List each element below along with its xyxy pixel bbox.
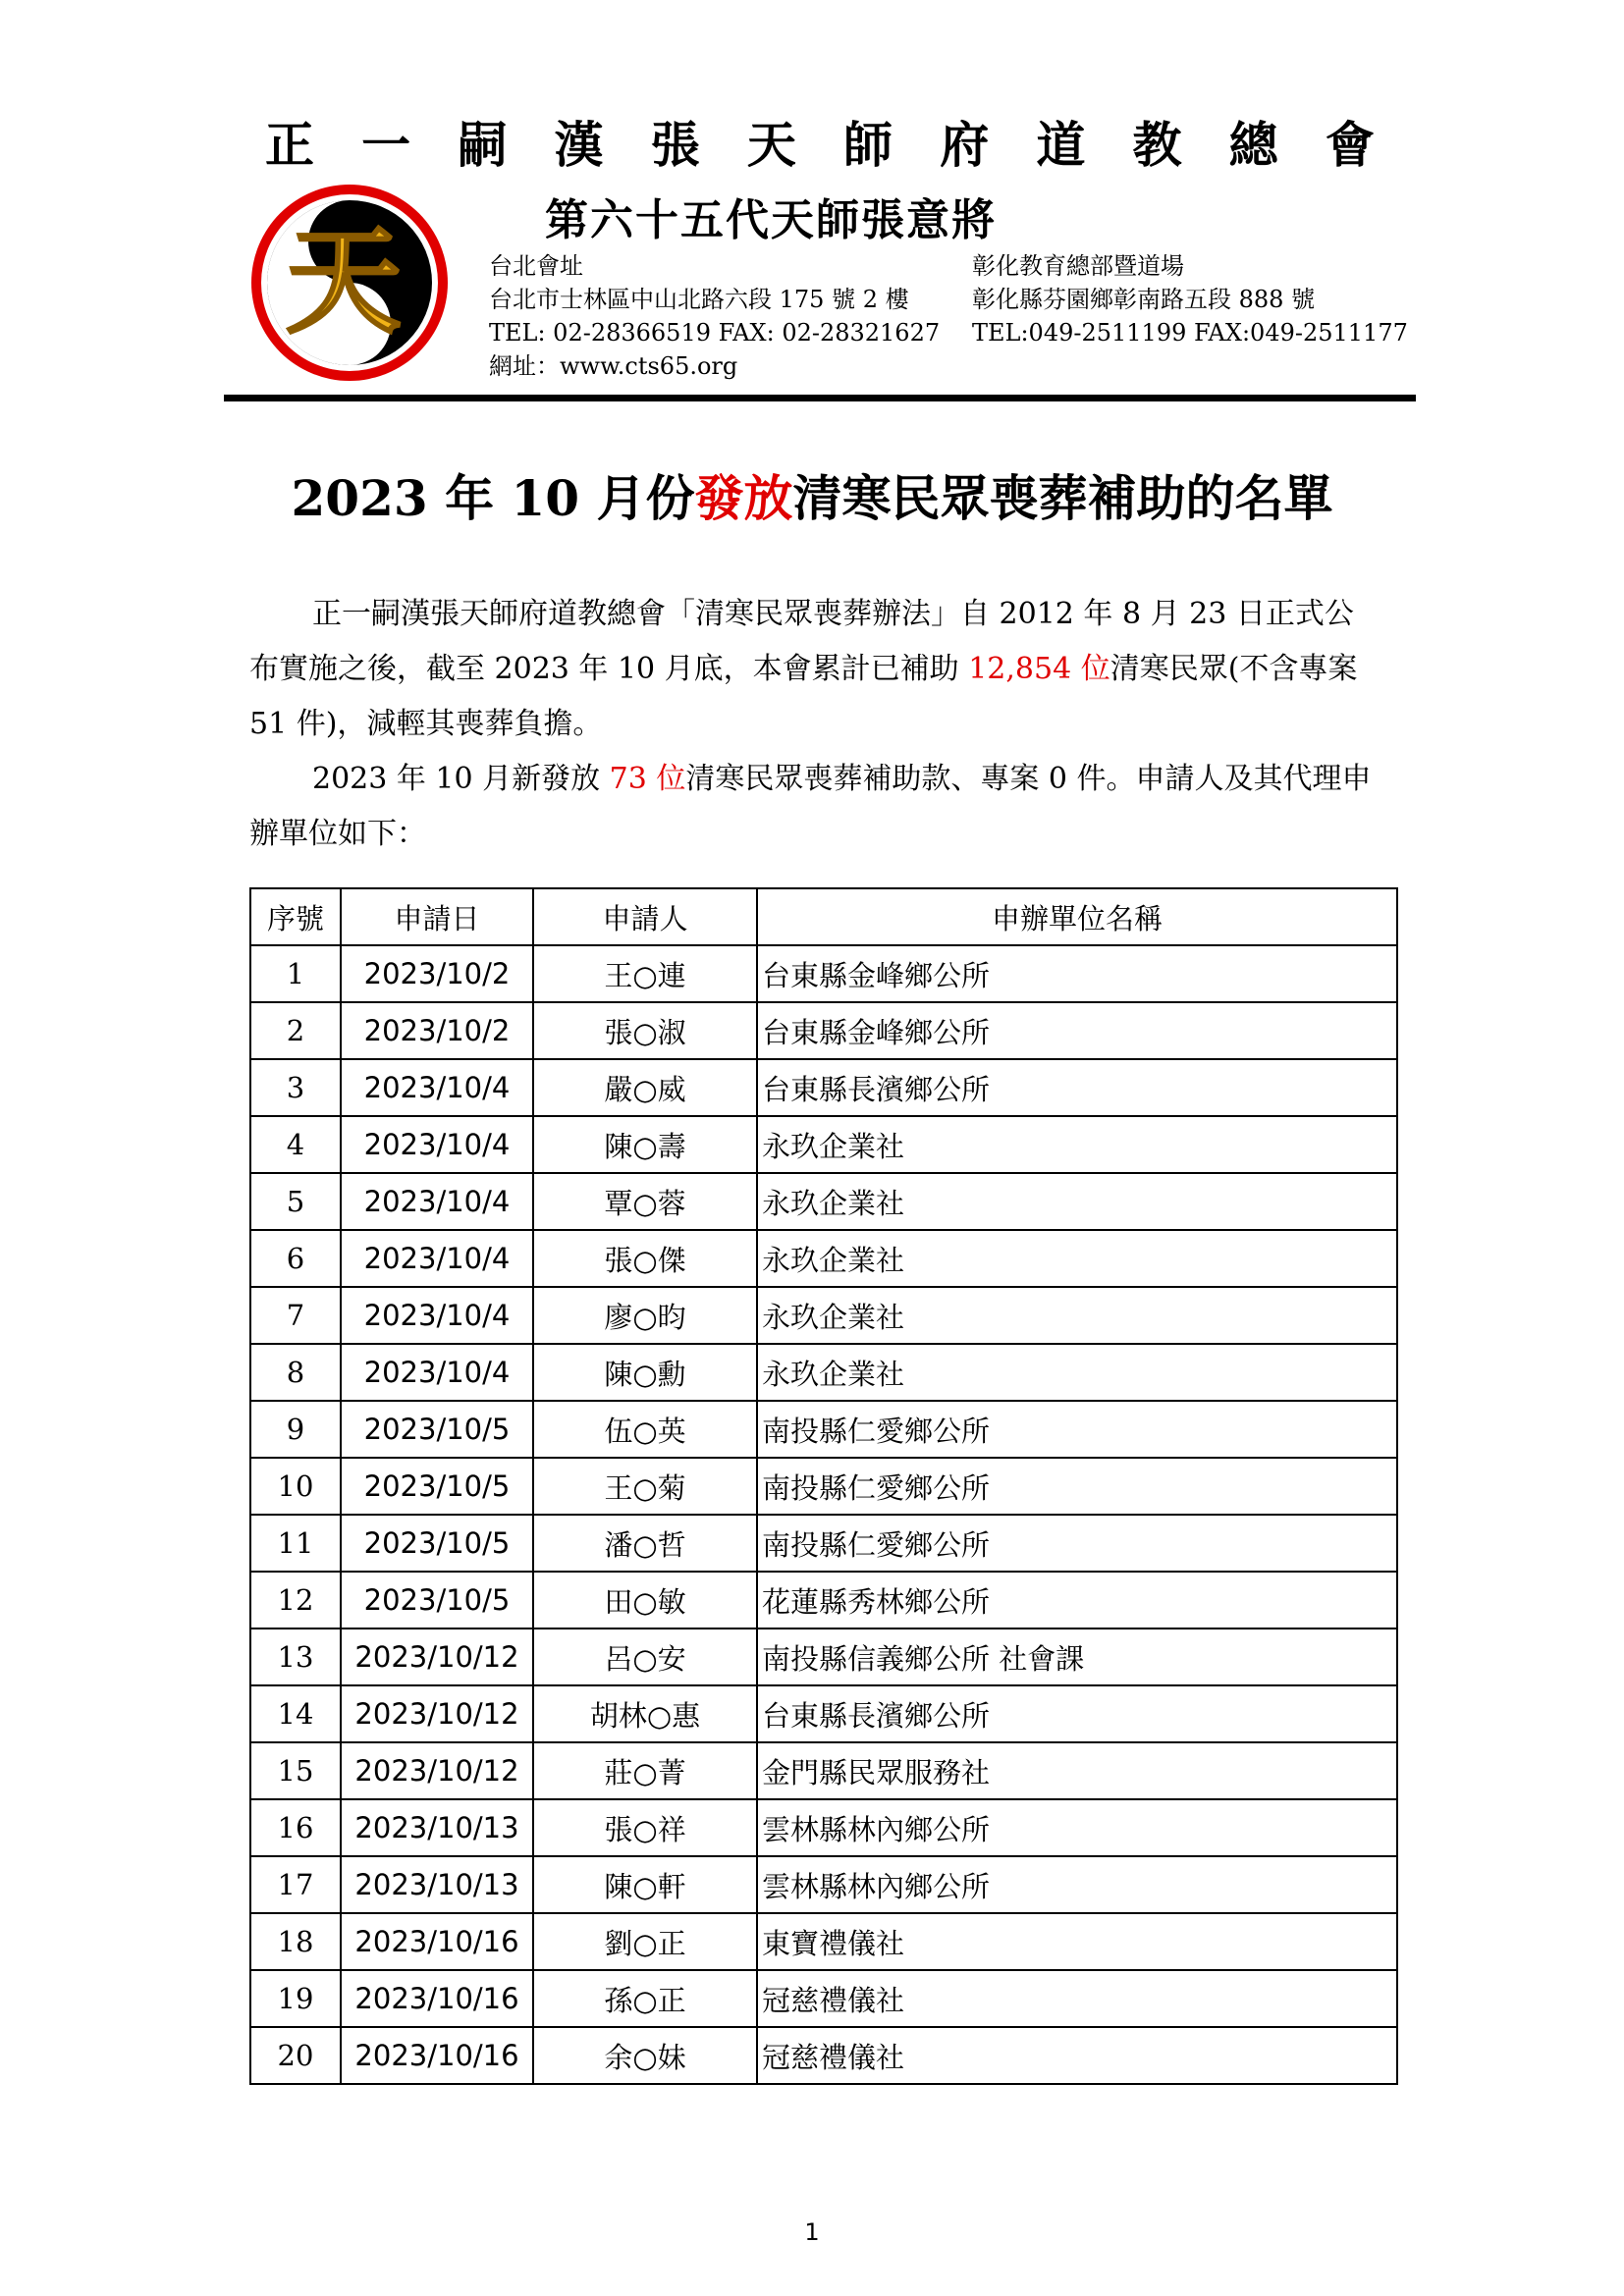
org-char: 張 (650, 116, 700, 174)
date-cell: 2023/10/13 (341, 1799, 533, 1856)
table-row (250, 1913, 1397, 1970)
taipei-phone-fax: TEL: 02-28366519 FAX: 02-28321627 (489, 319, 941, 347)
serial-cell: 16 (250, 1799, 341, 1856)
unit-cell: 冠慈禮儀社 (757, 2027, 1397, 2084)
table-row (250, 1742, 1397, 1799)
table-row (250, 1572, 1397, 1629)
website: 網址：www.cts65.org (489, 352, 738, 380)
serial-cell: 17 (250, 1856, 341, 1913)
serial-cell: 1 (250, 945, 341, 1002)
table-row (250, 1002, 1397, 1059)
subsidy-table (249, 887, 1398, 2085)
unit-cell: 金門縣民眾服務社 (757, 1742, 1397, 1799)
table-row (250, 1970, 1397, 2027)
unit-cell: 台東縣金峰鄉公所 (757, 945, 1397, 1002)
organization-name (265, 106, 1375, 177)
date-cell: 2023/10/16 (341, 1970, 533, 2027)
org-char: 漢 (554, 116, 604, 174)
unit-cell: 南投縣信義鄉公所 社會課 (757, 1629, 1397, 1685)
serial-cell: 15 (250, 1742, 341, 1799)
title-suffix: 清寒民眾喪葬補助的名單 (792, 469, 1333, 527)
date-cell: 2023/10/2 (341, 1002, 533, 1059)
intro-paragraph (249, 587, 1379, 752)
serial-cell: 13 (250, 1629, 341, 1685)
applicant-cell: 伍○英 (533, 1401, 757, 1458)
date-cell: 2023/10/4 (341, 1344, 533, 1401)
serial-cell: 20 (250, 2027, 341, 2084)
serial-cell: 4 (250, 1116, 341, 1173)
intro-text-end: 清寒民眾(不含專案 51 件)，減輕其喪葬負擔。 (249, 652, 1358, 741)
date-cell: 2023/10/12 (341, 1742, 533, 1799)
serial-cell: 6 (250, 1230, 341, 1287)
monthly-count: 73 位 (609, 762, 686, 796)
serial-cell: 12 (250, 1572, 341, 1629)
monthly-paragraph (249, 752, 1379, 862)
unit-cell: 永玖企業社 (757, 1230, 1397, 1287)
serial-cell: 7 (250, 1287, 341, 1344)
taipei-address-block (489, 249, 940, 383)
applicant-cell: 田○敏 (533, 1572, 757, 1629)
org-char: 教 (1132, 116, 1182, 174)
org-char: 一 (361, 116, 411, 174)
taipei-address: 台北市士林區中山北路六段 175 號 2 樓 (489, 286, 909, 313)
date-cell: 2023/10/12 (341, 1685, 533, 1742)
unit-cell: 雲林縣林內鄉公所 (757, 1856, 1397, 1913)
applicant-cell: 張○祥 (533, 1799, 757, 1856)
changhua-address-block (972, 249, 1408, 349)
serial-cell: 10 (250, 1458, 341, 1515)
applicant-cell: 孫○正 (533, 1970, 757, 2027)
org-char: 天 (746, 116, 796, 174)
unit-cell: 永玖企業社 (757, 1173, 1397, 1230)
unit-cell: 永玖企業社 (757, 1116, 1397, 1173)
unit-cell: 台東縣長濱鄉公所 (757, 1059, 1397, 1116)
unit-cell: 冠慈禮儀社 (757, 1970, 1397, 2027)
date-cell: 2023/10/4 (341, 1116, 533, 1173)
unit-cell: 台東縣金峰鄉公所 (757, 1002, 1397, 1059)
serial-cell: 19 (250, 1970, 341, 2027)
date-cell: 2023/10/5 (341, 1401, 533, 1458)
serial-cell: 3 (250, 1059, 341, 1116)
table-row (250, 1230, 1397, 1287)
date-cell: 2023/10/5 (341, 1572, 533, 1629)
unit-cell: 南投縣仁愛鄉公所 (757, 1515, 1397, 1572)
table-row (250, 1799, 1397, 1856)
applicant-cell: 廖○昀 (533, 1287, 757, 1344)
table-row (250, 1629, 1397, 1685)
document-title (0, 459, 1624, 530)
table-row (250, 945, 1397, 1002)
intro-text: 正一嗣漢張天師府道教總會「清寒民眾喪葬辦法」自 2012 年 8 月 23 日正式公布實施之後，截至 2023 年 10 月底，本會累計已補助 (249, 597, 1354, 686)
applicant-cell: 陳○壽 (533, 1116, 757, 1173)
celestial-master-title: 第六十五代天師張意將 (545, 195, 997, 245)
header-date: 申請日 (341, 888, 533, 945)
header-divider (224, 395, 1416, 401)
logo-character: 天 (285, 213, 403, 349)
page-number: 1 (804, 2218, 820, 2246)
changhua-phone-fax: TEL:049-2511199 FAX:049-2511177 (972, 319, 1408, 347)
date-cell: 2023/10/2 (341, 945, 533, 1002)
unit-cell: 東寶禮儀社 (757, 1913, 1397, 1970)
applicant-cell: 劉○正 (533, 1913, 757, 1970)
applicant-cell: 潘○哲 (533, 1515, 757, 1572)
org-char: 正 (265, 116, 314, 174)
monthly-text-end: 清寒民眾喪葬補助款、專案 0 件。申請人及其代理申辦單位如下： (249, 762, 1372, 851)
table-body (250, 945, 1397, 2084)
serial-cell: 5 (250, 1173, 341, 1230)
date-cell: 2023/10/5 (341, 1458, 533, 1515)
serial-cell: 11 (250, 1515, 341, 1572)
table-header-row (250, 888, 1397, 945)
applicant-cell: 張○淑 (533, 1002, 757, 1059)
org-char: 府 (940, 116, 990, 174)
changhua-address: 彰化縣芬園鄉彰南路五段 888 號 (972, 286, 1316, 313)
applicant-cell: 陳○勳 (533, 1344, 757, 1401)
unit-cell: 南投縣仁愛鄉公所 (757, 1458, 1397, 1515)
date-cell: 2023/10/4 (341, 1059, 533, 1116)
applicant-cell: 王○連 (533, 945, 757, 1002)
serial-cell: 9 (250, 1401, 341, 1458)
date-cell: 2023/10/16 (341, 1913, 533, 1970)
serial-cell: 8 (250, 1344, 341, 1401)
table-row (250, 1458, 1397, 1515)
table-row (250, 1059, 1397, 1116)
serial-cell: 2 (250, 1002, 341, 1059)
unit-cell: 花蓮縣秀林鄉公所 (757, 1572, 1397, 1629)
monthly-text: 2023 年 10 月新發放 (312, 762, 610, 796)
table-row (250, 1116, 1397, 1173)
changhua-label: 彰化教育總部暨道場 (972, 252, 1184, 280)
header-serial: 序號 (250, 888, 341, 945)
date-cell: 2023/10/5 (341, 1515, 533, 1572)
applicant-cell: 張○傑 (533, 1230, 757, 1287)
table-row (250, 1287, 1397, 1344)
org-char: 道 (1036, 116, 1086, 174)
unit-cell: 雲林縣林內鄉公所 (757, 1799, 1397, 1856)
applicant-cell: 胡林○惠 (533, 1685, 757, 1742)
title-highlight: 發放 (694, 469, 793, 527)
applicant-cell: 余○妹 (533, 2027, 757, 2084)
org-char: 嗣 (458, 116, 508, 174)
org-char: 師 (843, 116, 893, 174)
taipei-label: 台北會址 (489, 252, 583, 280)
applicant-cell: 覃○蓉 (533, 1173, 757, 1230)
date-cell: 2023/10/4 (341, 1230, 533, 1287)
applicant-cell: 莊○菁 (533, 1742, 757, 1799)
unit-cell: 台東縣長濱鄉公所 (757, 1685, 1397, 1742)
serial-cell: 14 (250, 1685, 341, 1742)
date-cell: 2023/10/16 (341, 2027, 533, 2084)
date-cell: 2023/10/13 (341, 1856, 533, 1913)
applicant-cell: 嚴○威 (533, 1059, 757, 1116)
date-cell: 2023/10/4 (341, 1173, 533, 1230)
taoist-logo-icon (245, 179, 454, 387)
table-row (250, 1173, 1397, 1230)
date-cell: 2023/10/12 (341, 1629, 533, 1685)
table-row (250, 1344, 1397, 1401)
applicant-cell: 王○菊 (533, 1458, 757, 1515)
total-count: 12,854 位 (968, 652, 1110, 686)
org-char: 會 (1325, 116, 1375, 174)
applicant-cell: 陳○軒 (533, 1856, 757, 1913)
header-applicant: 申請人 (533, 888, 757, 945)
unit-cell: 永玖企業社 (757, 1287, 1397, 1344)
table-row (250, 1856, 1397, 1913)
table-row (250, 1685, 1397, 1742)
table-row (250, 1515, 1397, 1572)
date-cell: 2023/10/4 (341, 1287, 533, 1344)
org-char: 總 (1228, 116, 1278, 174)
header-unit: 申辦單位名稱 (757, 888, 1397, 945)
applicant-cell: 呂○安 (533, 1629, 757, 1685)
unit-cell: 南投縣仁愛鄉公所 (757, 1401, 1397, 1458)
unit-cell: 永玖企業社 (757, 1344, 1397, 1401)
table-row (250, 1401, 1397, 1458)
serial-cell: 18 (250, 1913, 341, 1970)
table-row (250, 2027, 1397, 2084)
title-prefix: 2023 年 10 月份 (291, 469, 695, 527)
